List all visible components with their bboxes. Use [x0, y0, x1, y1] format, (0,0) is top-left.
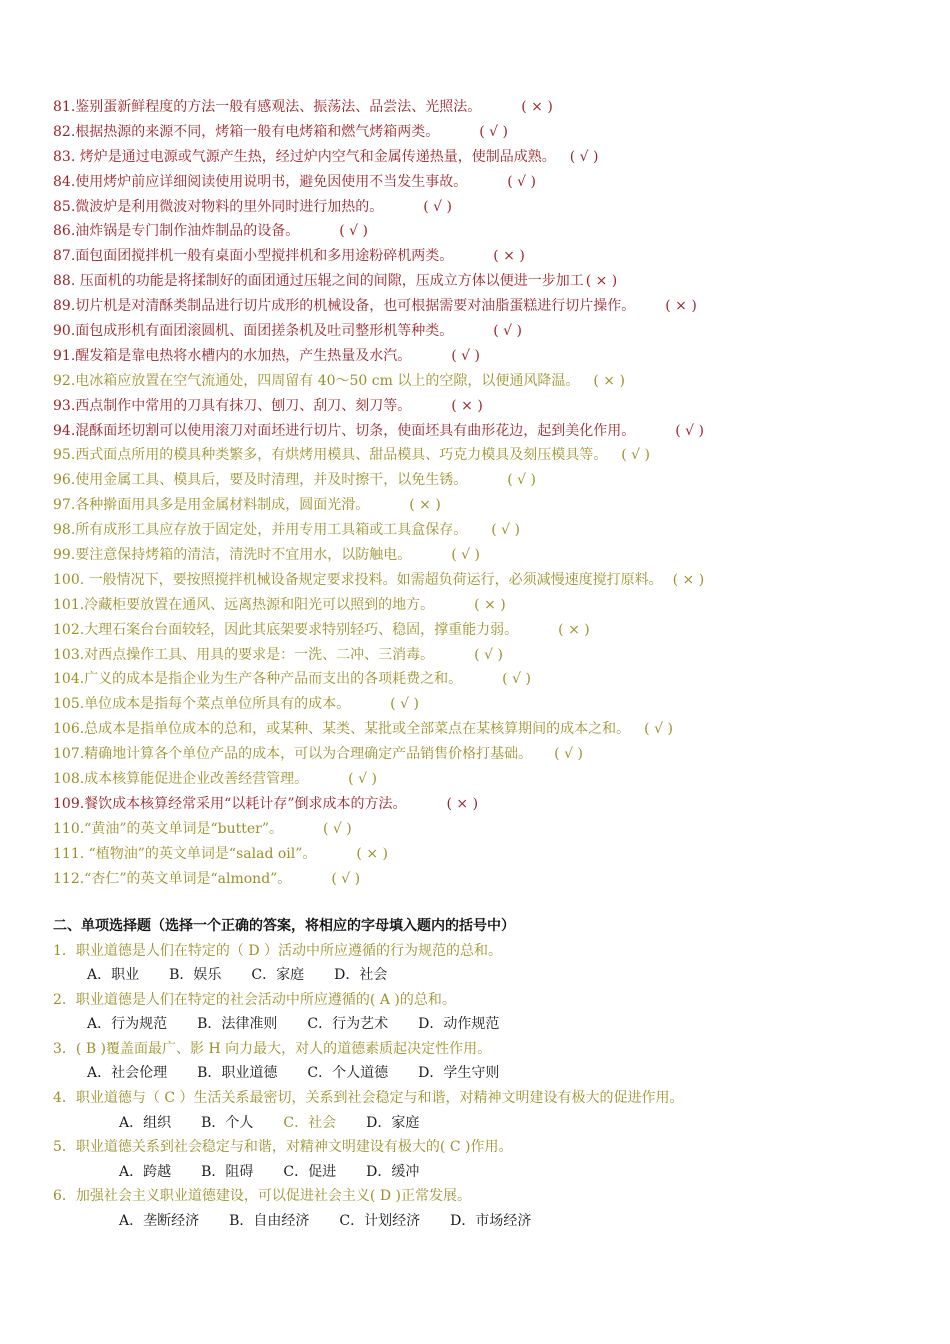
section-heading: 二、单项选择题（选择一个正确的答案，将相应的字母填入题内的括号中）	[53, 917, 515, 934]
tf-item	[53, 692, 913, 717]
multiple-choice-list	[53, 939, 913, 1234]
mc-option: C．计划经济	[339, 1213, 421, 1230]
tf-item-answer: ( × )	[665, 298, 697, 315]
tf-item-number: 96.	[53, 472, 76, 489]
tf-item	[53, 95, 913, 120]
tf-item-answer: ( × )	[409, 497, 441, 514]
tf-item-text: 使用烤炉前应详细阅读使用说明书，避免因使用不当发生事故。	[75, 173, 468, 190]
tf-item	[53, 543, 913, 568]
tf-item-answer: ( √ )	[479, 123, 509, 140]
tf-item	[53, 842, 913, 867]
mc-options	[53, 1012, 913, 1037]
tf-item-answer: ( × )	[593, 372, 625, 389]
tf-item-text: “杏仁”的英文单词是“almond”。	[84, 870, 292, 887]
tf-item-number: 112.	[53, 870, 85, 887]
tf-item-answer: ( × )	[446, 795, 479, 812]
mc-question: 3．( B )覆盖面最广、影 H 向力最大，对人的道德素质起决定性作用。	[53, 1040, 492, 1057]
tf-item-text: 面包成形机有面团滚圆机、面团搓条机及吐司整形机等种类。	[75, 323, 454, 340]
tf-item	[53, 468, 913, 493]
tf-item-answer: ( × )	[451, 397, 483, 414]
tf-item-answer: ( √ )	[493, 323, 523, 340]
tf-item-answer: ( √ )	[644, 721, 673, 738]
tf-item	[53, 120, 913, 145]
tf-item-number: 82.	[53, 123, 76, 140]
tf-item	[53, 170, 913, 195]
tf-item-answer: ( √ )	[323, 820, 352, 837]
tf-item-number: 81.	[53, 99, 76, 115]
mc-question: 6．加强社会主义职业道德建设，可以促进社会主义( D )正常发展。	[53, 1188, 471, 1205]
mc-option: A．行为规范	[87, 1016, 168, 1033]
tf-item-answer: ( × )	[585, 273, 618, 290]
tf-item	[53, 667, 913, 692]
mc-options	[53, 1061, 913, 1086]
mc-option: A．职业	[87, 967, 140, 984]
mc-option: D．市场经济	[450, 1213, 532, 1230]
tf-item-text: 微波炉是利用微波对物料的里外同时进行加热的。	[75, 198, 384, 215]
tf-item-number: 93.	[53, 397, 76, 414]
tf-item-text: 精确地计算各个单位产品的成本，可以为合理确定产品销售价格打基础。	[84, 746, 533, 763]
tf-item-answer: ( √ )	[339, 223, 369, 240]
mc-question: 5．职业道德关系到社会稳定与和谐，对精神文明建设有极大的( C )作用。	[53, 1139, 513, 1156]
tf-item-answer: ( √ )	[390, 696, 419, 713]
mc-option: D．家庭	[366, 1114, 420, 1131]
tf-item-answer: ( × )	[474, 596, 506, 613]
tf-item-number: 88.	[53, 273, 76, 290]
tf-item	[53, 344, 913, 369]
tf-item-number: 102.	[53, 621, 85, 638]
tf-item-text: “植物油”的英文单词是“salad oil”。	[84, 845, 317, 862]
tf-item-answer: ( √ )	[507, 173, 537, 190]
tf-item-answer: ( √ )	[675, 422, 705, 439]
tf-item-answer: ( × )	[558, 621, 590, 638]
tf-item-number: 109.	[53, 795, 85, 812]
tf-item-number: 99.	[53, 547, 76, 564]
tf-item-number: 83.	[53, 148, 76, 165]
tf-item-text: 压面机的功能是将揉制好的面团通过压辊之间的间隙，压成立方体以便进一步加工	[75, 273, 584, 290]
mc-option: C．家庭	[251, 967, 305, 984]
tf-item-number: 98.	[53, 522, 76, 539]
tf-item	[53, 767, 913, 792]
tf-item	[53, 369, 913, 394]
tf-item-number: 92.	[53, 372, 76, 389]
tf-item-number: 87.	[53, 248, 76, 265]
mc-option: A．组织	[119, 1114, 172, 1131]
mc-options	[53, 1209, 913, 1234]
tf-item-number: 89.	[53, 298, 76, 315]
tf-item-answer: ( √ )	[331, 870, 361, 887]
tf-item-answer: ( √ )	[554, 746, 583, 763]
tf-item-answer: ( √ )	[491, 522, 521, 539]
tf-item-answer: ( √ )	[451, 347, 481, 364]
tf-item-text: 使用金属工具、模具后，要及时清理，并及时擦干，以免生锈。	[75, 472, 468, 489]
tf-item-text: 烤炉是通过电源或气源产生热，经过炉内空气和金属传递热量，使制品成熟。	[75, 148, 556, 165]
mc-option: A．垄断经济	[119, 1213, 200, 1230]
tf-item-number: 106.	[53, 721, 85, 738]
tf-item	[53, 792, 913, 817]
tf-item-number: 103.	[53, 646, 85, 663]
mc-options	[53, 1160, 913, 1185]
tf-item-answer: ( √ )	[474, 646, 503, 663]
tf-item	[53, 518, 913, 543]
tf-item-answer: ( × )	[356, 845, 388, 862]
mc-option: B．职业道德	[197, 1065, 278, 1082]
tf-item-answer: ( √ )	[502, 671, 531, 688]
tf-item-text: 混酥面坯切割可以使用滚刀对面坯进行切片、切条，使面坯具有曲形花边，起到美化作用。	[75, 422, 636, 439]
tf-item-number: 105.	[53, 696, 85, 713]
tf-item	[53, 219, 913, 244]
mc-option: D．缓冲	[366, 1163, 420, 1180]
tf-item	[53, 319, 913, 344]
mc-option: B．法律准则	[197, 1016, 278, 1033]
tf-item-text: 大理石案台台面较轻，因此其底架要求特别轻巧、稳固，撑重能力弱。	[84, 621, 519, 638]
tf-item-text: 要注意保持烤箱的清洁，清洗时不宜用水，以防触电。	[75, 547, 412, 564]
tf-item-text: 对西点操作工具、用具的要求是：一洗、二冲、三消毒。	[84, 646, 435, 663]
tf-item-text: 电冰箱应放置在空气流通处，四周留有 40～50 cm 以上的空隙，以便通风降温。	[75, 372, 580, 389]
tf-item-text: 单位成本是指每个菜点单位所具有的成本。	[84, 696, 351, 713]
tf-item	[53, 593, 913, 618]
tf-item	[53, 643, 913, 668]
mc-options	[53, 963, 913, 988]
mc-option: B．个人	[201, 1114, 254, 1131]
tf-item-text: 广义的成本是指企业为生产各种产品而支出的各项耗费之和。	[84, 671, 463, 688]
tf-item-answer: ( √ )	[348, 771, 377, 788]
tf-item	[53, 145, 913, 170]
mc-option: C．个人道德	[307, 1065, 389, 1082]
tf-item-text: 西式面点所用的模具种类繁多，有烘烤用模具、甜品模具、巧克力模具及刻压模具等。	[75, 447, 608, 464]
tf-item-number: 108.	[53, 771, 85, 788]
tf-item-text: 冷藏柜要放置在通风、远离热源和阳光可以照到的地方。	[84, 596, 435, 613]
tf-item-answer: ( × )	[521, 99, 553, 115]
tf-item	[53, 618, 913, 643]
tf-item-answer: ( √ )	[569, 148, 599, 165]
mc-option: C．社会	[283, 1114, 337, 1131]
tf-item-text: 所有成形工具应存放于固定处，并用专用工具箱或工具盒保存。	[75, 522, 468, 539]
tf-item-number: 90.	[53, 323, 76, 340]
tf-item-number: 111.	[53, 845, 85, 862]
mc-option: B．自由经济	[229, 1213, 310, 1230]
tf-item-number: 95.	[53, 447, 76, 464]
mc-option: D．学生守则	[418, 1065, 500, 1082]
tf-item	[53, 195, 913, 220]
tf-item-number: 101.	[53, 596, 85, 613]
tf-item-text: 各种擀面用具多是用金属材料制成，圆面光滑。	[75, 497, 370, 514]
tf-item-text: 总成本是指单位成本的总和，或某种、某类、某批或全部菜点在某核算期间的成本之和。	[84, 721, 631, 738]
tf-item-answer: ( √ )	[451, 547, 481, 564]
tf-item	[53, 817, 913, 842]
mc-option: A．跨越	[119, 1163, 172, 1180]
tf-item	[53, 568, 913, 593]
tf-item-number: 110.	[53, 820, 85, 837]
tf-item	[53, 742, 913, 767]
mc-option: B．娱乐	[169, 967, 222, 984]
tf-item-number: 86.	[53, 223, 76, 240]
tf-item-number: 94.	[53, 422, 76, 439]
tf-item-number: 85.	[53, 198, 76, 215]
tf-item	[53, 717, 913, 742]
tf-item	[53, 294, 913, 319]
true-false-list	[53, 95, 913, 892]
tf-item-answer: ( × )	[493, 248, 525, 265]
tf-item-number: 100.	[53, 571, 85, 588]
mc-option: C．行为艺术	[307, 1016, 389, 1033]
mc-option: D．社会	[334, 967, 388, 984]
tf-item-text: 油炸锅是专门制作油炸制品的设备。	[75, 223, 300, 240]
tf-item	[53, 244, 913, 269]
mc-question: 1．职业道德是人们在特定的（ D ）活动中所应遵循的行为规范的总和。	[53, 942, 503, 959]
mc-option: D．动作规范	[418, 1016, 500, 1033]
section-gap	[53, 892, 913, 913]
tf-item-text: 面包面团搅拌机一般有桌面小型搅拌机和多用途粉碎机两类。	[75, 248, 454, 265]
tf-item-number: 97.	[53, 497, 76, 514]
mc-question: 4．职业道德与（ C ）生活关系最密切，关系到社会稳定与和谐，对精神文明建设有极大的促进作用。	[53, 1090, 684, 1107]
mc-options	[53, 1111, 913, 1136]
tf-item	[53, 419, 913, 444]
tf-item-number: 107.	[53, 746, 85, 763]
tf-item-text: 根据热源的来源不同，烤箱一般有电烤箱和燃气烤箱两类。	[75, 123, 440, 140]
tf-item	[53, 443, 913, 468]
mc-option: A．社会伦理	[87, 1065, 168, 1082]
mc-question: 2．职业道德是人们在特定的社会活动中所应遵循的( A )的总和。	[53, 991, 456, 1008]
tf-item-text: “黄油”的英文单词是“butter”。	[84, 820, 284, 837]
mc-option: B．阻碍	[201, 1163, 254, 1180]
tf-item	[53, 394, 913, 419]
tf-item-text: 醒发箱是靠电热将水槽内的水加热，产生热量及水汽。	[75, 347, 412, 364]
tf-item-text: 西点制作中常用的刀具有抹刀、刨刀、刮刀、刻刀等。	[75, 397, 412, 414]
tf-item-answer: ( √ )	[621, 447, 651, 464]
mc-option: C．促进	[283, 1163, 337, 1180]
tf-item-text: 鉴别蛋新鲜程度的方法一般有感观法、振荡法、品尝法、光照法。	[75, 99, 482, 115]
document-page	[53, 95, 913, 1234]
tf-item-text: 切片机是对清酥类制品进行切片成形的机械设备，也可根据需要对油脂蛋糕进行切片操作。	[75, 298, 636, 315]
tf-item	[53, 269, 913, 294]
tf-item-text: 一般情况下，要按照搅拌机械设备规定要求投料。如需超负荷运行，必须减慢速度搅打原料。	[84, 571, 663, 588]
tf-item	[53, 493, 913, 518]
tf-item	[53, 867, 913, 892]
tf-item-number: 104.	[53, 671, 85, 688]
tf-item-text: 成本核算能促进企业改善经营管理。	[84, 771, 309, 788]
tf-item-answer: ( × )	[672, 571, 705, 588]
tf-item-number: 91.	[53, 347, 76, 364]
tf-item-number: 84.	[53, 173, 76, 190]
tf-item-answer: ( √ )	[423, 198, 453, 215]
tf-item-answer: ( √ )	[507, 472, 537, 489]
tf-item-text: 餐饮成本核算经常采用“以耗计存”倒求成本的方法。	[84, 795, 407, 812]
